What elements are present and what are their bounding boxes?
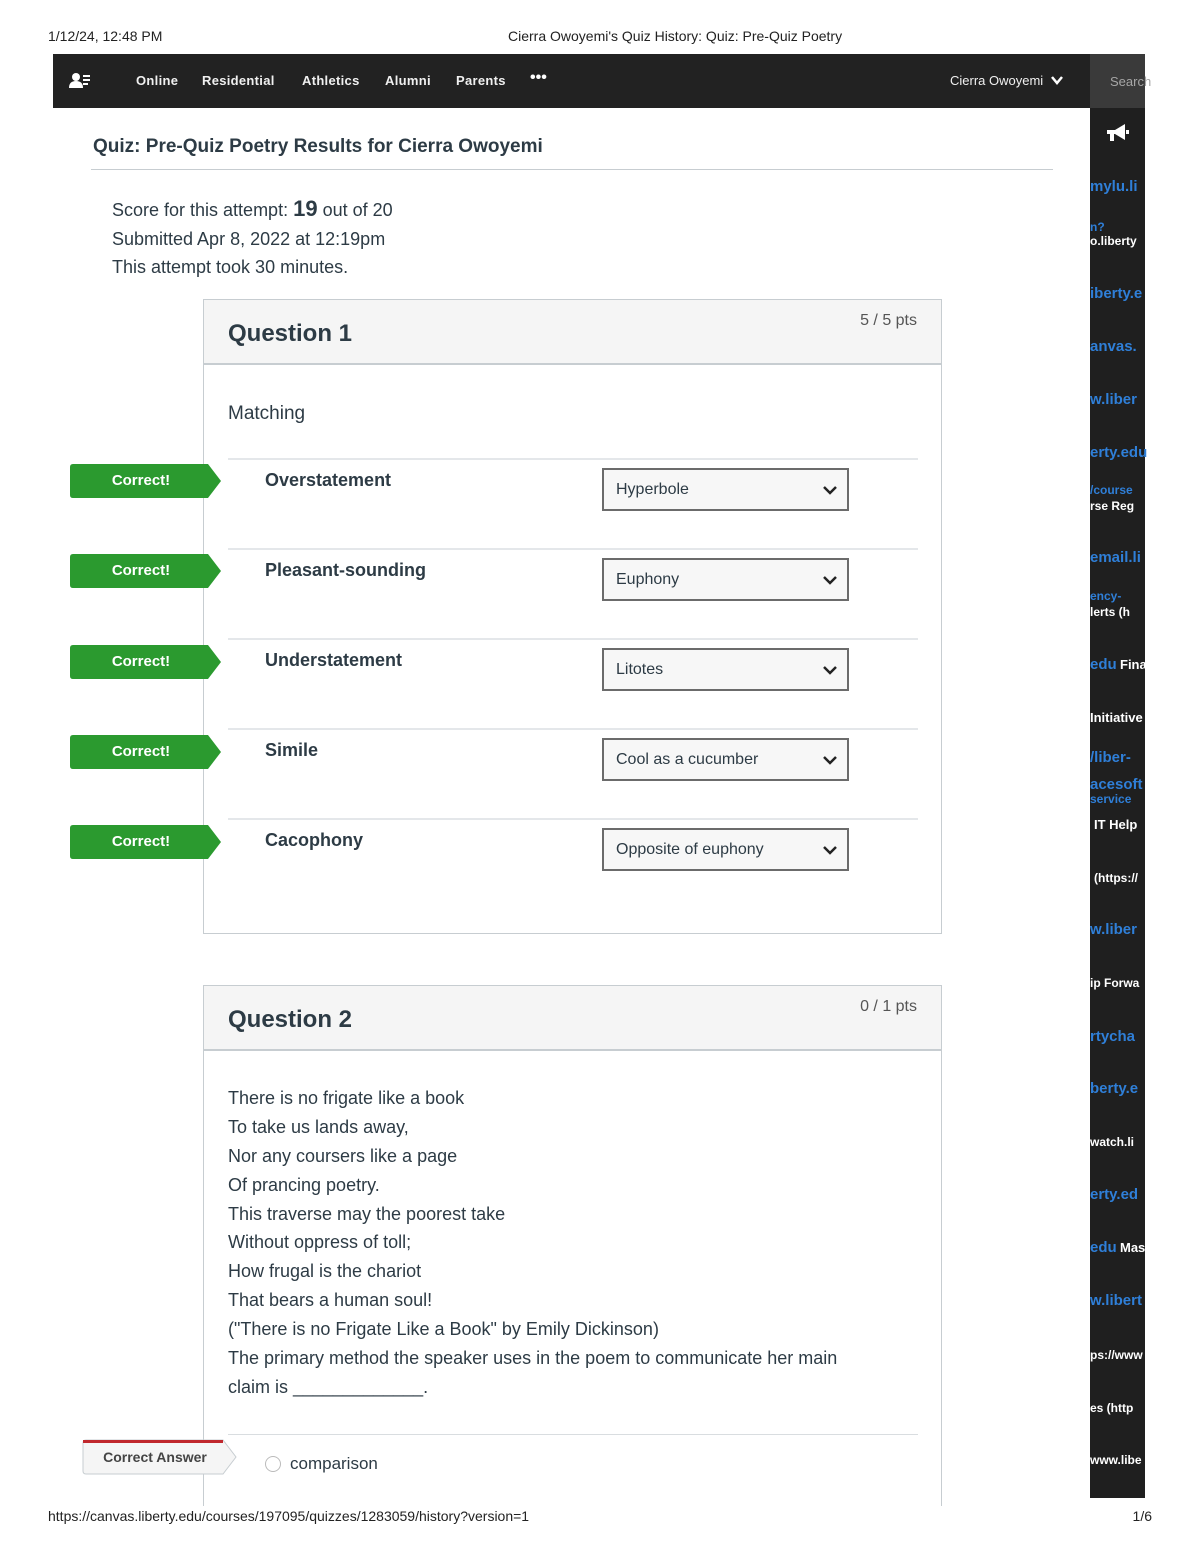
match-term: Overstatement [265, 470, 392, 490]
sidebar-link-fragment[interactable]: ency- [1090, 589, 1122, 603]
chevron-down-icon [821, 751, 839, 769]
search-input[interactable] [1090, 54, 1152, 108]
match-row [228, 638, 918, 730]
correct-flag [70, 554, 222, 588]
sidebar-link-fragment[interactable]: Initiative [1090, 710, 1143, 725]
sidebar-link-fragment[interactable]: es (http [1090, 1401, 1134, 1415]
match-row [228, 728, 918, 820]
correct-flag [70, 645, 222, 679]
sidebar-link-fragment[interactable]: www.libe [1090, 1453, 1142, 1467]
print-header [48, 28, 1152, 48]
sidebar-link-fragment[interactable]: acesoft [1090, 776, 1143, 793]
question-text-line: This traverse may the poorest take [228, 1204, 506, 1224]
score-value: 19 [293, 196, 318, 221]
sidebar-link-fragment[interactable]: w.liber [1090, 391, 1137, 408]
question-text-line: The primary method the speaker uses in the poem to communicate her main [228, 1348, 838, 1368]
correct-flag [70, 735, 222, 769]
answer-select[interactable] [602, 648, 849, 691]
question-text-line: Nor any coursers like a page [228, 1146, 458, 1166]
chevron-down-icon [1051, 75, 1063, 85]
sidebar-link-fragment[interactable]: ip Forwa [1090, 976, 1140, 990]
main-content [53, 108, 1090, 1498]
sidebar-link-fragment[interactable]: edu [1090, 656, 1117, 673]
question-text-line: How frugal is the chariot [228, 1261, 422, 1281]
question-points: 0 / 1 pts [860, 998, 917, 1015]
correct-flag-label: Correct! [111, 653, 171, 670]
question-text-line: That bears a human soul! [228, 1290, 433, 1310]
correct-flag [70, 464, 222, 498]
print-url: https://canvas.liberty.edu/courses/197095/quizzes/1283059/history?version=1 [48, 1508, 530, 1524]
chevron-down-icon [821, 841, 839, 859]
print-doc-title: Cierra Owoyemi's Quiz History: Quiz: Pre-Quiz Poetry [508, 28, 843, 44]
sidebar-link-fragment[interactable]: /course [1090, 483, 1133, 497]
question-text-line: claim is _____________. [228, 1377, 429, 1397]
correct-answer-label: Correct Answer [103, 1449, 207, 1465]
sidebar-link-fragment[interactable]: iberty.e [1090, 285, 1143, 302]
sidebar-link-fragment[interactable]: lerts (h [1090, 605, 1131, 619]
selected-answer: Hyperbole [616, 481, 689, 498]
sidebar-link-fragment[interactable]: n? [1090, 220, 1105, 234]
question-header [204, 300, 941, 365]
duration-line: This attempt took 30 minutes. [112, 257, 349, 277]
sidebar-link-fragment[interactable]: berty.e [1090, 1080, 1139, 1097]
sidebar-link-fragment[interactable]: edu [1090, 1239, 1117, 1256]
sidebar-link-fragment[interactable]: rtycha [1090, 1028, 1136, 1045]
sidebar-link-fragment[interactable]: anvas. [1090, 338, 1137, 355]
sidebar-link-fragment[interactable]: service [1090, 792, 1132, 806]
selected-answer: Cool as a cucumber [616, 751, 759, 768]
nav-parents[interactable]: Parents [456, 73, 506, 88]
match-term: Pleasant-sounding [265, 560, 427, 580]
correct-flag-label: Correct! [111, 743, 171, 760]
sidebar-link-fragment[interactable]: erty.edu [1090, 444, 1148, 461]
sidebar-link-fragment[interactable]: (https:// [1094, 871, 1138, 885]
sidebar-link-fragment[interactable]: Mas [1120, 1240, 1146, 1255]
nav-residential[interactable]: Residential [202, 73, 275, 88]
score-line [112, 196, 393, 222]
question-title: Question 1 [228, 320, 353, 347]
sidebar-link-fragment[interactable]: IT Help [1094, 817, 1138, 832]
sidebar-link-fragment[interactable]: mylu.li [1090, 178, 1138, 195]
sidebar-link-fragment[interactable]: o.liberty [1090, 234, 1137, 248]
nav-more-button[interactable]: ••• [530, 69, 547, 86]
match-row [228, 818, 918, 910]
match-term: Simile [265, 740, 319, 760]
question-1 [203, 299, 942, 934]
selected-answer: Opposite of euphony [616, 841, 764, 858]
question-text-line: Of prancing poetry. [228, 1175, 380, 1195]
nav-alumni[interactable]: Alumni [385, 73, 431, 88]
nav-athletics[interactable]: Athletics [302, 73, 360, 88]
sidebar-link-fragment[interactable]: /liber- [1090, 749, 1131, 766]
sidebar-link-fragment[interactable]: watch.li [1090, 1135, 1135, 1149]
submitted-line: Submitted Apr 8, 2022 at 12:19pm [112, 229, 386, 249]
sidebar-link-fragment[interactable]: Fina [1120, 657, 1147, 672]
question-type: Matching [228, 403, 306, 424]
question-text-line: There is no frigate like a book [228, 1088, 465, 1108]
page-title: Quiz: Pre-Quiz Poetry Results for Cierra Owoyemi [93, 136, 543, 157]
match-term: Cacophony [265, 830, 364, 850]
question-points: 5 / 5 pts [860, 312, 917, 329]
answer-select[interactable] [602, 558, 849, 601]
selected-answer: Euphony [616, 571, 680, 588]
user-name: Cierra Owoyemi [950, 73, 1044, 88]
match-row [228, 548, 918, 640]
top-navigation-bar [53, 54, 1152, 108]
announcements-sidebar [1090, 108, 1148, 1498]
sidebar-link-fragment[interactable]: w.libert [1090, 1292, 1142, 1309]
question-title: Question 2 [228, 1006, 353, 1033]
score-prefix: Score for this attempt: [112, 200, 294, 220]
answer-select[interactable] [602, 738, 849, 781]
sidebar-link-fragment[interactable]: rse Reg [1090, 499, 1135, 513]
question-text-line: Without oppress of toll; [228, 1232, 412, 1252]
correct-flag-label: Correct! [111, 472, 171, 489]
score-suffix: out of 20 [317, 200, 393, 220]
user-menu[interactable] [950, 73, 1063, 88]
correct-flag-label: Correct! [111, 562, 171, 579]
chevron-down-icon [821, 661, 839, 679]
answer-option-label: comparison [290, 1454, 378, 1473]
match-row [228, 458, 918, 550]
users-icon[interactable] [69, 72, 91, 90]
correct-flag [70, 825, 222, 859]
question-text-line: To take us lands away, [228, 1117, 409, 1137]
answer-select[interactable] [602, 468, 849, 511]
megaphone-icon[interactable] [1104, 122, 1130, 144]
question-2 [203, 985, 942, 1506]
answer-radio[interactable] [265, 1456, 281, 1472]
print-datetime: 1/12/24, 12:48 PM [48, 28, 163, 44]
answer-select[interactable] [602, 828, 849, 871]
correct-answer-flag [83, 1440, 237, 1474]
answer-divider [228, 1434, 918, 1435]
question-text-line: ("There is no Frigate Like a Book" by Emily Dickinson) [228, 1319, 659, 1339]
sidebar-link-fragment[interactable]: email.li [1090, 549, 1141, 566]
print-page-number: 1/6 [1132, 1508, 1152, 1524]
title-divider [91, 169, 1053, 170]
match-term: Understatement [265, 650, 403, 670]
sidebar-link-fragment[interactable]: ps://www [1090, 1348, 1143, 1362]
selected-answer: Litotes [616, 661, 664, 678]
sidebar-link-fragment[interactable]: erty.ed [1090, 1186, 1139, 1203]
sidebar-link-fragment[interactable]: w.liber [1090, 921, 1137, 938]
nav-online[interactable]: Online [136, 73, 179, 88]
search-placeholder: Search [1110, 74, 1152, 89]
chevron-down-icon [821, 571, 839, 589]
print-footer [48, 1508, 1152, 1528]
question-header [204, 986, 941, 1051]
correct-flag-label: Correct! [111, 833, 171, 850]
chevron-down-icon [821, 481, 839, 499]
